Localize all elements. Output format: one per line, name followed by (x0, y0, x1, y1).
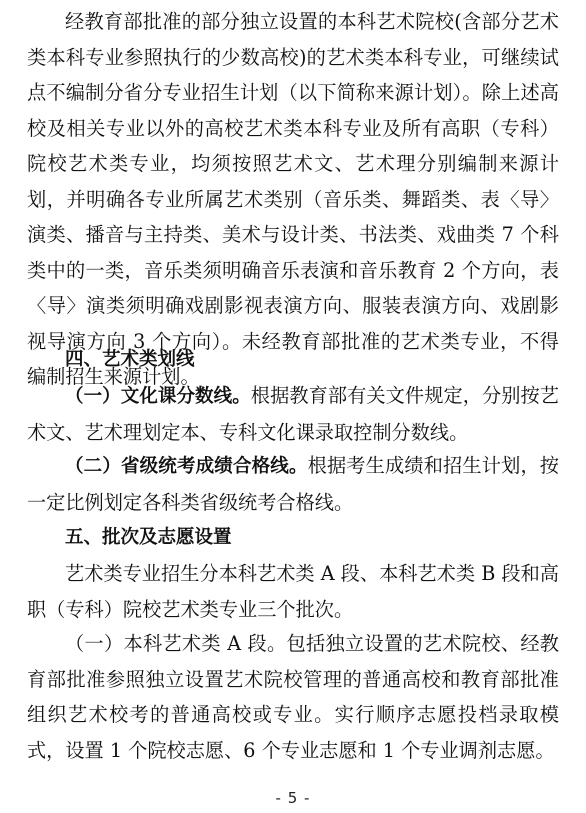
section-heading-art-cutoff: 四、艺术类划线 (65, 349, 195, 370)
paragraph-three-batches: 艺术类专业招生分本科艺术类 A 段、本科艺术类 B 段和高职（专科）院校艺术类专业三个批次。 (27, 562, 559, 621)
paragraph-undergraduate-a-segment: （一）本科艺术类 A 段。包括独立设置的艺术院校、经教育部批准参照独立设置艺术院校管理的普通高校和教育部批准组织艺术校考的普通高校或专业。实行顺序志愿投档录取模式，设置 1 个院校志愿、6 个专业志愿和 1 个专业调剂志愿。 (27, 632, 559, 762)
paragraph-provincial-exam-line-body: 根据考生成绩和招生计划，按一定比例划定各科类省级统考合格线。 (27, 454, 559, 514)
paragraph-provincial-exam-line (27, 448, 559, 520)
paragraph-culture-score-line-body: 根据教育部有关文件规定，分别按艺术文、艺术理划定本、专科文化课录取控制分数线。 (27, 384, 559, 444)
paragraph-art-source-plan: 经教育部批准的部分独立设置的本科艺术院校(含部分艺术类本科专业参照执行的少数高校)的艺术类本科专业，可继续试点不编制分省分专业招生计划（以下简称来源计划）。除上述高校及相关专业以外的高校艺术类本科专业及所有高职（专科）院校艺术类专业，均须按照艺术文、艺术理分别编制来源计划，并明确各专业所属艺术类别（音乐类、舞蹈类、表〈导〉演类、播音与主持类、美术与设计类、书法类、戏曲类 7 个科类中的一类，音乐类须明确音乐表演和音乐教育 2 个方向，表〈导〉演类须明确戏剧影视表演方向、服装表演方向、戏剧影视导演方向 3 个方向）。未经教育部批准的艺术类专业，不得编制招生来源计划。 (27, 10, 559, 388)
paragraph-culture-score-line (27, 378, 559, 450)
page-number: - 5 - (275, 789, 311, 807)
subheading-culture-score-line: （一）文化课分数线。 (65, 386, 251, 407)
section-heading-batches-and-choices: 五、批次及志愿设置 (65, 527, 232, 548)
subheading-provincial-exam-line: （二）省级统考成绩合格线。 (65, 456, 308, 477)
